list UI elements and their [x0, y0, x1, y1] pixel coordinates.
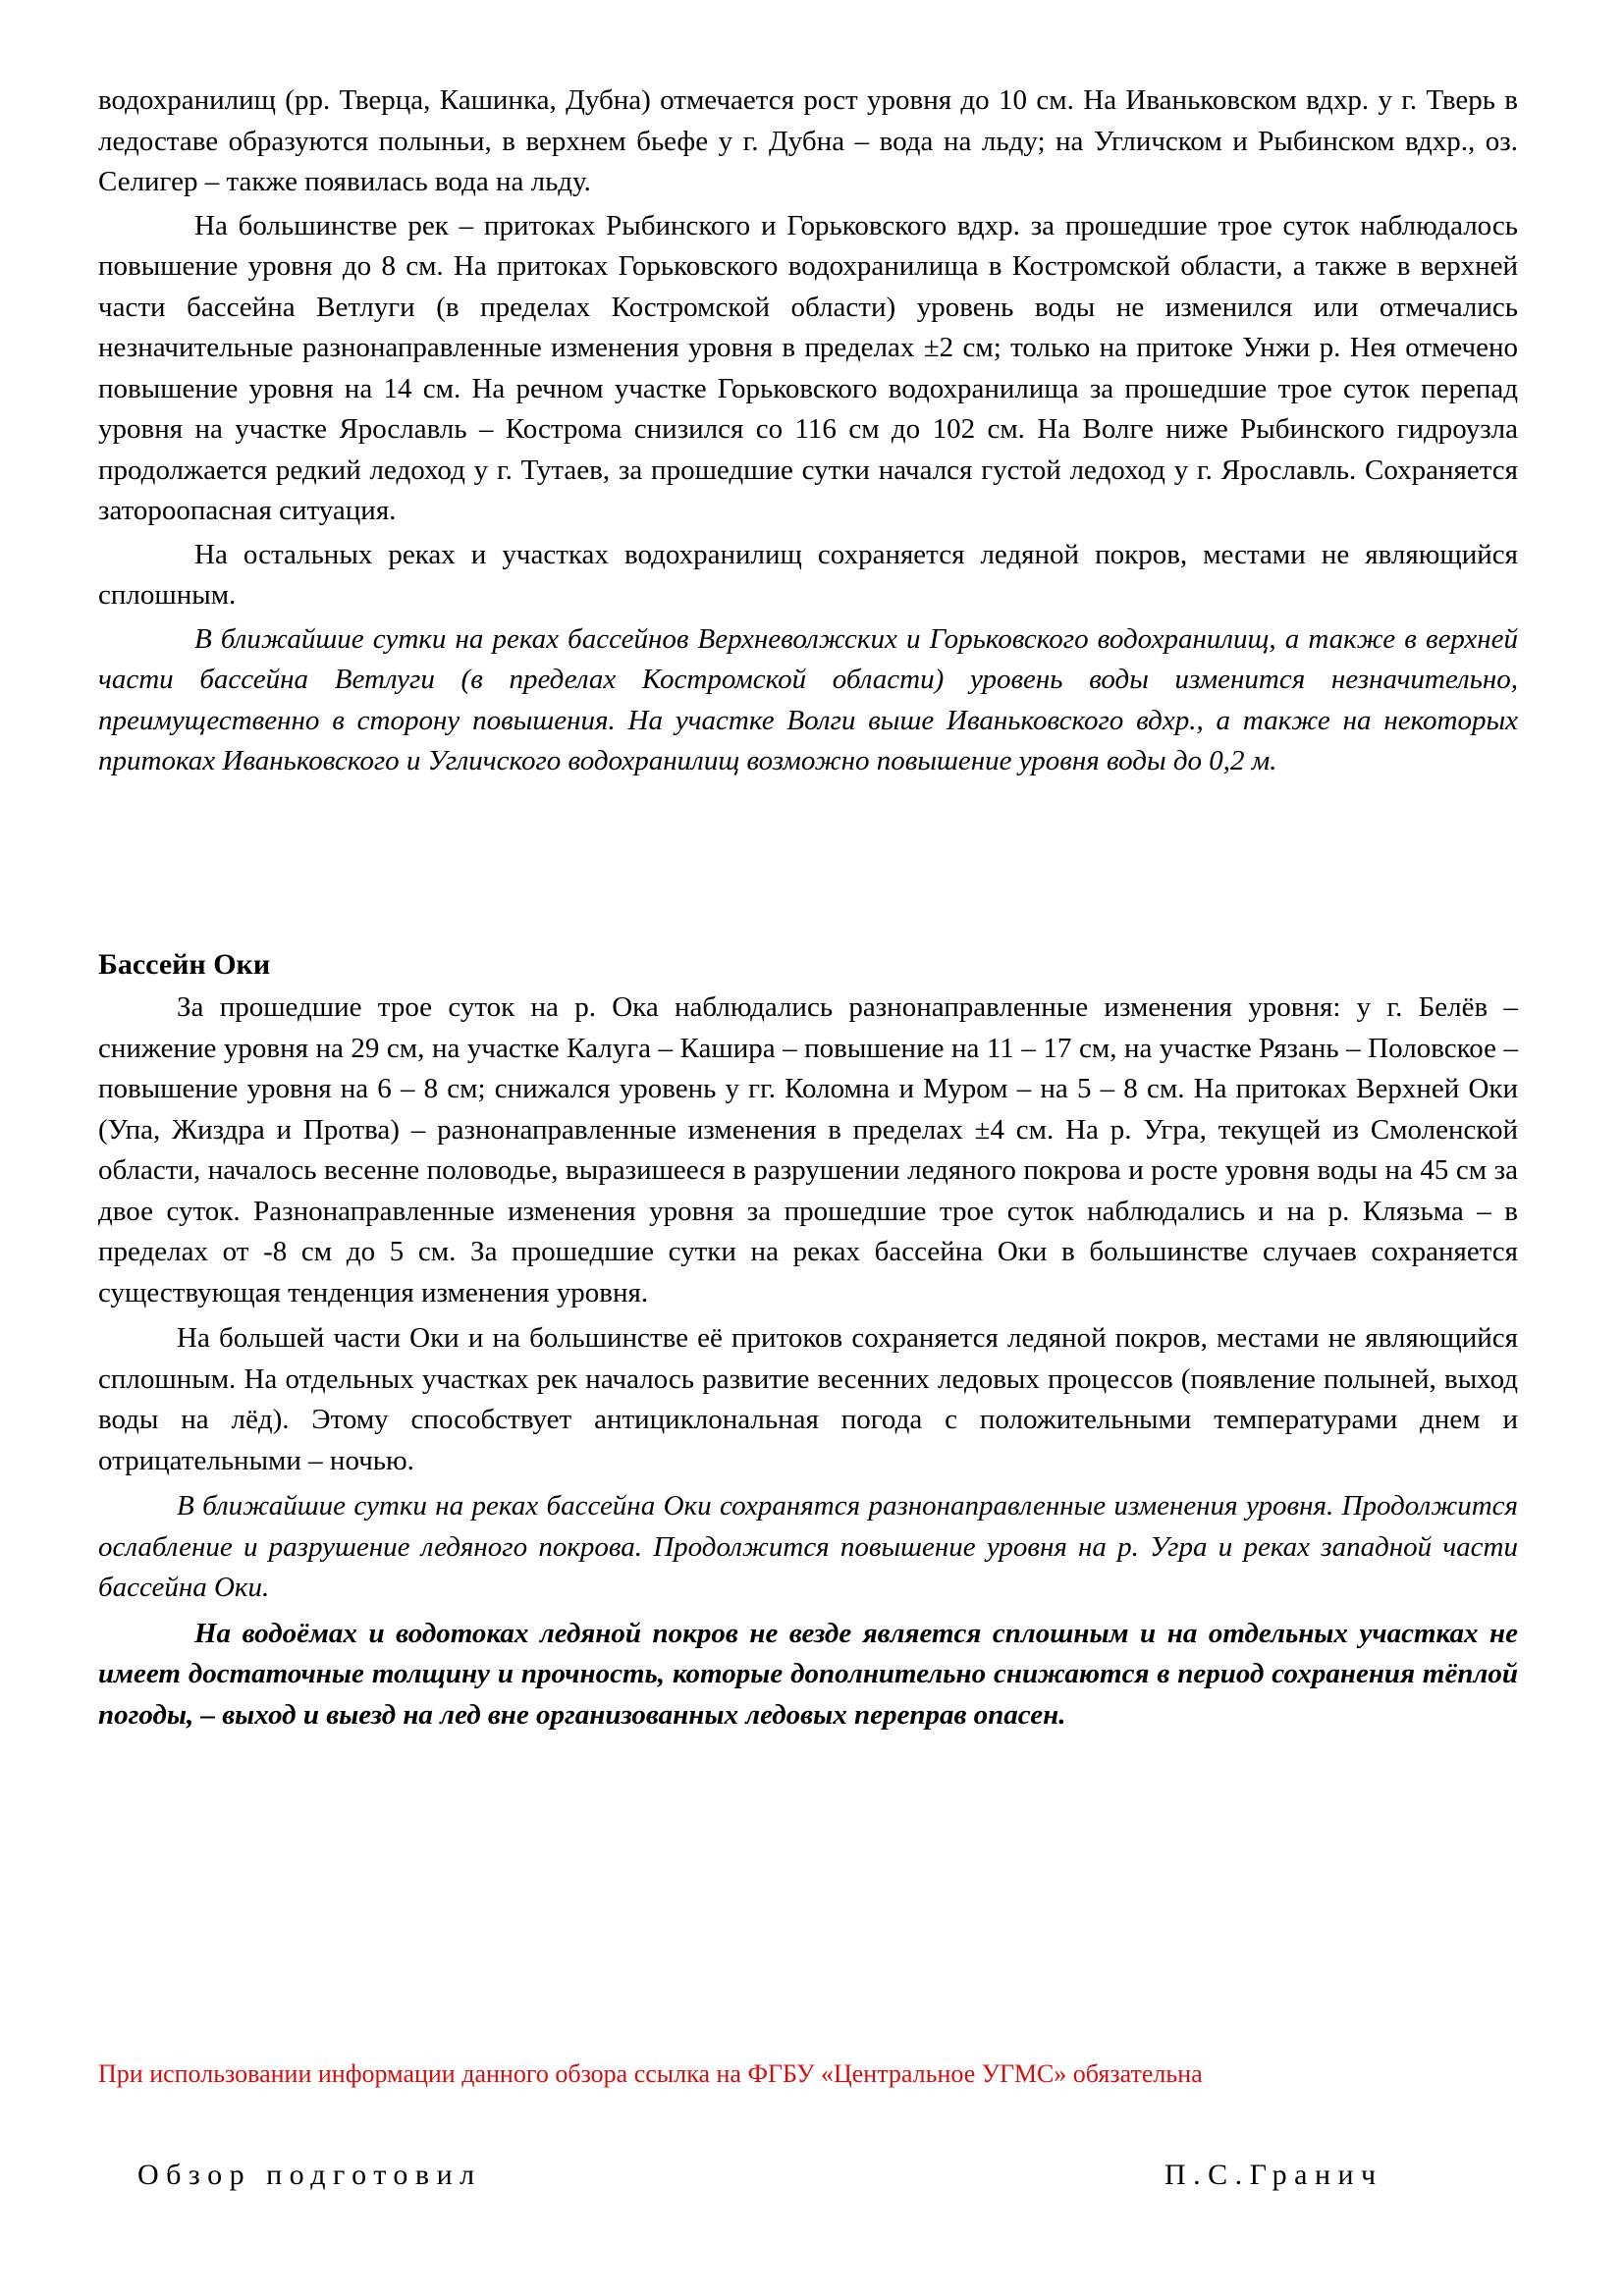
paragraph-oka-levels: За прошедшие трое суток на р. Ока наблюдались разнонаправленные изменения уровня: у г. Белёв – снижение уровня на 29 см, на участке Калуга – Кашира – повышение на 11 – 17 см, на участке Рязань – Половское – повышение уровня на 6 – 8 см; снижался уровень у гг. Коломна и Муром – на 5 – 8 см. На притоках Верхней Оки (Упа, Жиздра и Протва) – разнонаправленные изменения в пределах ±4 см. На р. Угра, текущей из Смоленской области, началось весенне половодье, выразишееся в разрушении ледяного покрова и росте уровня воды на 45 см за двое суток. Разнонаправленные изменения уровня за прошедшие трое суток наблюдались и на р. Клязьма – в пределах от -8 см до 5 см. За прошедшие сутки на реках бассейна Оки в большинстве случаев сохраняется существующая тенденция изменения уровня. — [98, 991, 1518, 1308]
paragraph-oka-forecast: В ближайшие сутки на реках бассейна Оки сохранятся разнонаправленные изменения уровня. Продолжится ослабление и разрушение ледяного покрова. Продолжится повышение уровня на р. Угра и реках западной части бассейна Оки. — [98, 1490, 1518, 1603]
author-name: П.С.Гранич — [1164, 2159, 1383, 2191]
paragraph-volga-forecast: В ближайшие сутки на реках бассейнов Верхневолжских и Горьковского водохранилищ, а также в верхней части бассейна Ветлуги (в пределах Костромской области) уровень воды изменится незначительно, преимущественно в сторону повышения. На участке Волги выше Иваньковского вдхр., а также на некоторых притоках Иваньковского и Угличского водохранилищ возможно повышение уровня воды до 0,2 м. — [98, 622, 1518, 776]
citation-notice: При использовании информации данного обзора ссылка на ФГБУ «Центральное УГМС» обязательна — [98, 2059, 1203, 2088]
prepared-by-label: Обзор подготовил — [137, 2159, 482, 2191]
section-heading-oka: Бассейн Оки — [98, 948, 271, 981]
paragraph-volga-tributaries: На большинстве рек – притоках Рыбинского и Горьковского вдхр. за прошедшие трое суток наблюдалось повышение уровня до 8 см. На притоках Горьковского водохранилища в Костромской области, а также в верхней части бассейна Ветлуги (в пределах Костромской области) уровень воды не изменился или отмечались незначительные разнонаправленные изменения уровня в пределах ±2 см; только на притоке Унжи р. Нея отмечено повышение уровня на 14 см. На речном участке Горьковского водохранилища за прошедшие трое суток перепад уровня на участке Ярославль – Кострома снизился со 116 см до 102 см. На Волге ниже Рыбинского гидроузла продолжается редкий ледоход у г. Тутаев, за прошедшие сутки начался густой ледоход у г. Ярославль. Сохраняется затороопасная ситуация. — [98, 209, 1518, 526]
volga-section — [98, 80, 1518, 782]
paragraph-ice-warning: На водоёмах и водотоках ледяной покров не везде является сплошным и на отдельных участках не имеет достаточные толщину и прочность, которые дополнительно снижаются в период сохранения тёплой погоды, – выход и выезд на лед вне организованных ледовых переправ опасен. — [98, 1617, 1518, 1731]
paragraph-volga-ice-cover: На остальных реках и участках водохранилищ сохраняется ледяной покров, местами не являющийся сплошным. — [98, 538, 1518, 611]
paragraph-volga-reservoirs: водохранилищ (рр. Тверца, Кашинка, Дубна) отмечается рост уровня до 10 см. На Иваньковском вдхр. у г. Тверь в ледоставе образуются полыньи, в верхнем бьефе у г. Дубна – вода на льду; на Угличском и Рыбинском вдхр., оз. Селигер – также появилась вода на льду. — [98, 84, 1518, 197]
paragraph-oka-ice: На большей части Оки и на большинстве её притоков сохраняется ледяной покров, местами не являющийся сплошным. На отдельных участках рек началось развитие весенних ледовых процессов (появление полыней, выход воды на лёд). Этому способствует антициклональная погода с положительными температурами днем и отрицательными – ночью. — [98, 1322, 1518, 1476]
oka-section — [98, 988, 1518, 1735]
